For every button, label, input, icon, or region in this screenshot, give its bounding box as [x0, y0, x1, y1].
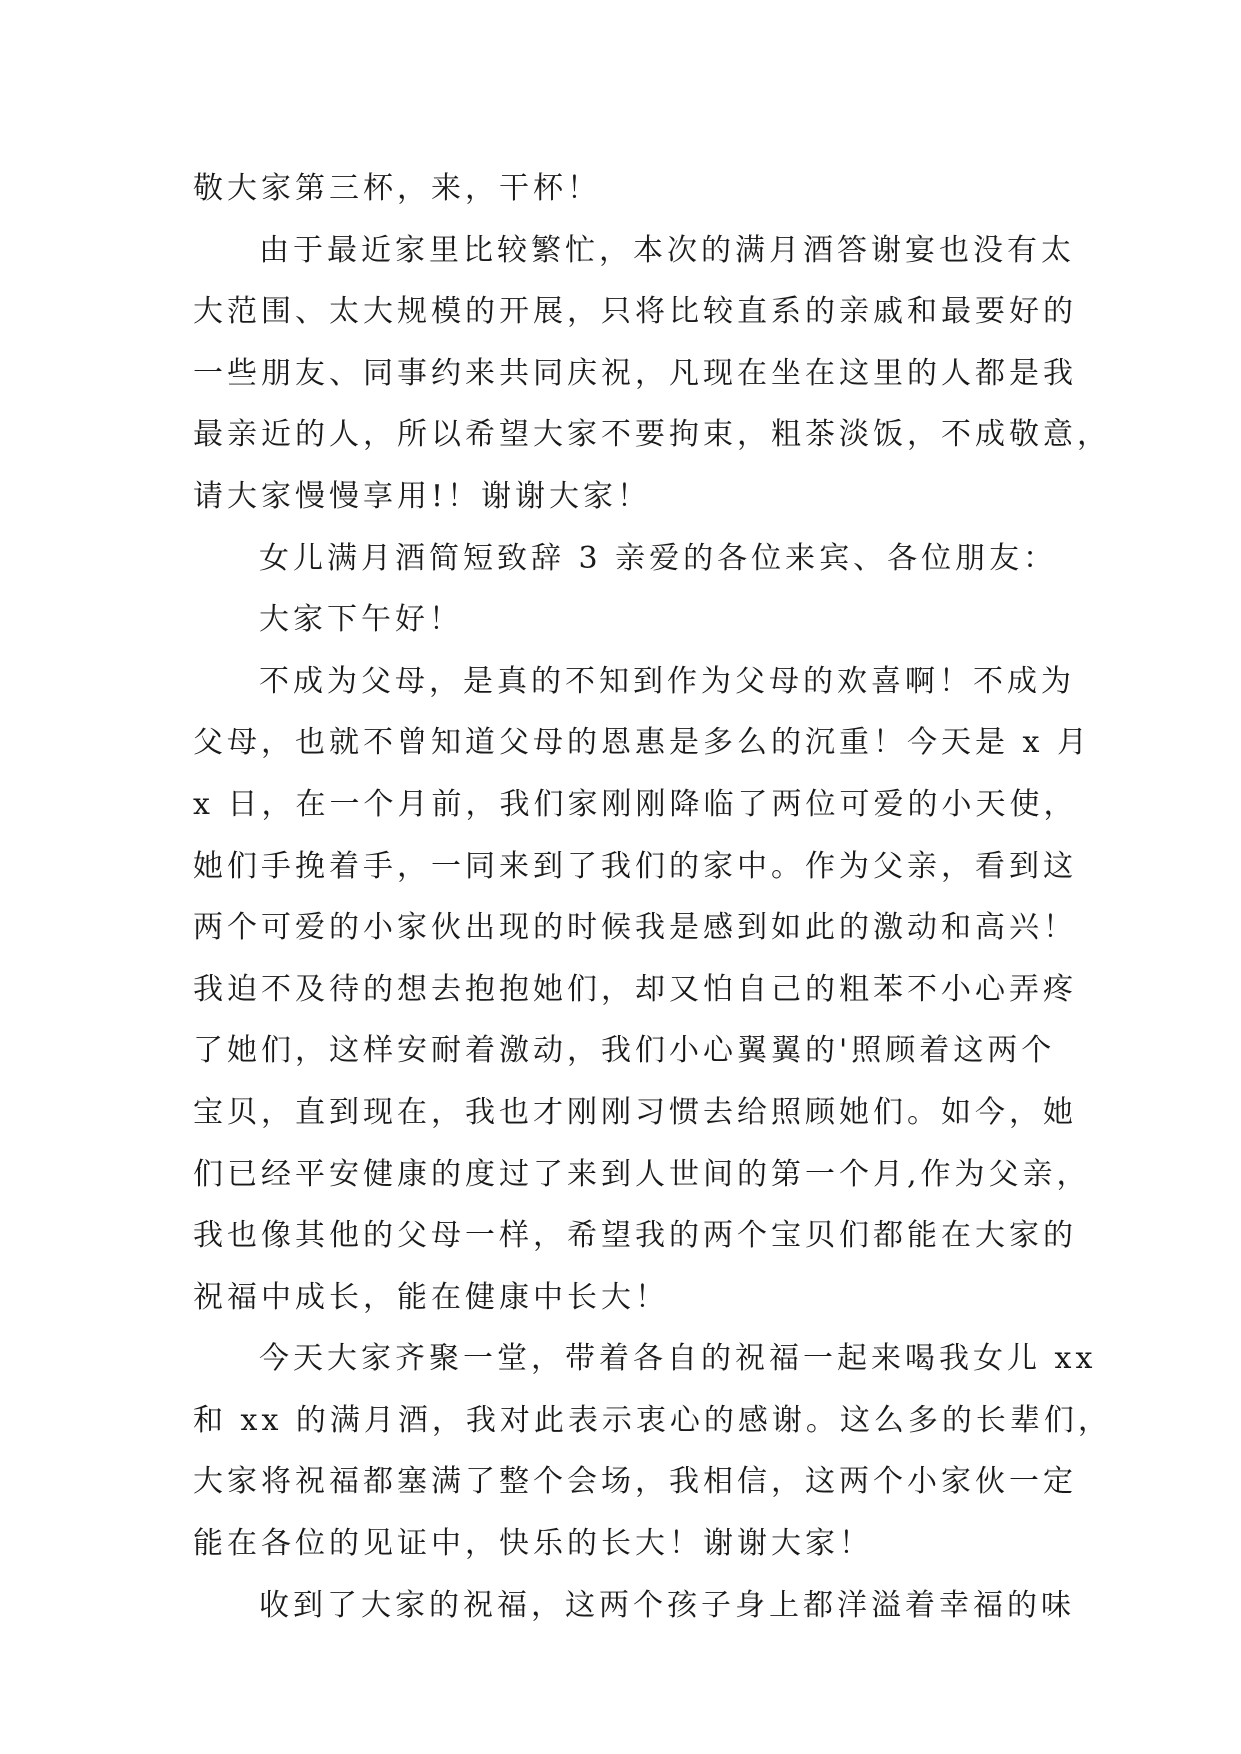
paragraph-first-line: 大家下午好！ — [259, 602, 463, 638]
text-line: 能在各位的见证中，快乐的长大！谢谢大家！ — [193, 1526, 873, 1562]
paragraph-first-line: 不成为父母，是真的不知到作为父母的欢喜啊！不成为 — [259, 663, 1075, 699]
paragraph-first-line: 收到了大家的祝福，这两个孩子身上都洋溢着幸福的味 — [259, 1587, 1075, 1623]
paragraph-first-line: 今天大家齐聚一堂，带着各自的祝福一起来喝我女儿 xx — [259, 1341, 1097, 1377]
text-line: 了她们，这样安耐着激动，我们小心翼翼的'照顾着这两个 — [193, 1033, 1056, 1069]
text-line: 祝福中成长，能在健康中长大！ — [193, 1279, 669, 1315]
text-line: 请大家慢慢享用!！谢谢大家！ — [193, 478, 652, 514]
text-line: 和 xx 的满月酒，我对此表示衷心的感谢。这么多的长辈们， — [193, 1402, 1112, 1438]
text-line: 她们手挽着手，一同来到了我们的家中。作为父亲，看到这 — [193, 848, 1077, 884]
text-line: 敬大家第三杯，来，干杯！ — [193, 171, 601, 206]
text-line: 大家将祝福都塞满了整个会场，我相信，这两个小家伙一定 — [193, 1464, 1077, 1500]
text-line: 一些朋友、同事约来共同庆祝，凡现在坐在这里的人都是我 — [193, 355, 1077, 391]
text-line: 大范围、太大规模的开展，只将比较直系的亲戚和最要好的 — [193, 294, 1077, 330]
document-body — [193, 158, 1112, 1636]
text-line: 最亲近的人，所以希望大家不要拘束，粗茶淡饭，不成敬意， — [193, 417, 1111, 453]
text-line: 宝贝，直到现在，我也才刚刚习惯去给照顾她们。如今，她 — [193, 1094, 1077, 1130]
text-line: 我也像其他的父母一样，希望我的两个宝贝们都能在大家的 — [193, 1218, 1077, 1254]
paragraph-first-line: 女儿满月酒简短致辞 3 亲爱的各位来宾、各位朋友： — [259, 540, 1058, 576]
text-line: 两个可爱的小家伙出现的时候我是感到如此的激动和高兴！ — [193, 910, 1077, 946]
text-line: x 日，在一个月前，我们家刚刚降临了两位可爱的小天使， — [193, 786, 1078, 822]
paragraph-first-line: 由于最近家里比较繁忙，本次的满月酒答谢宴也没有太 — [259, 232, 1075, 268]
text-line: 我迫不及待的想去抱抱她们，却又怕自己的粗苯不小心弄疼 — [193, 971, 1077, 1007]
text-line: 父母，也就不曾知道父母的恩惠是多么的沉重！今天是 x 月 — [193, 725, 1091, 761]
text-line: 们已经平安健康的度过了来到人世间的第一个月,作为父亲， — [193, 1156, 1091, 1192]
